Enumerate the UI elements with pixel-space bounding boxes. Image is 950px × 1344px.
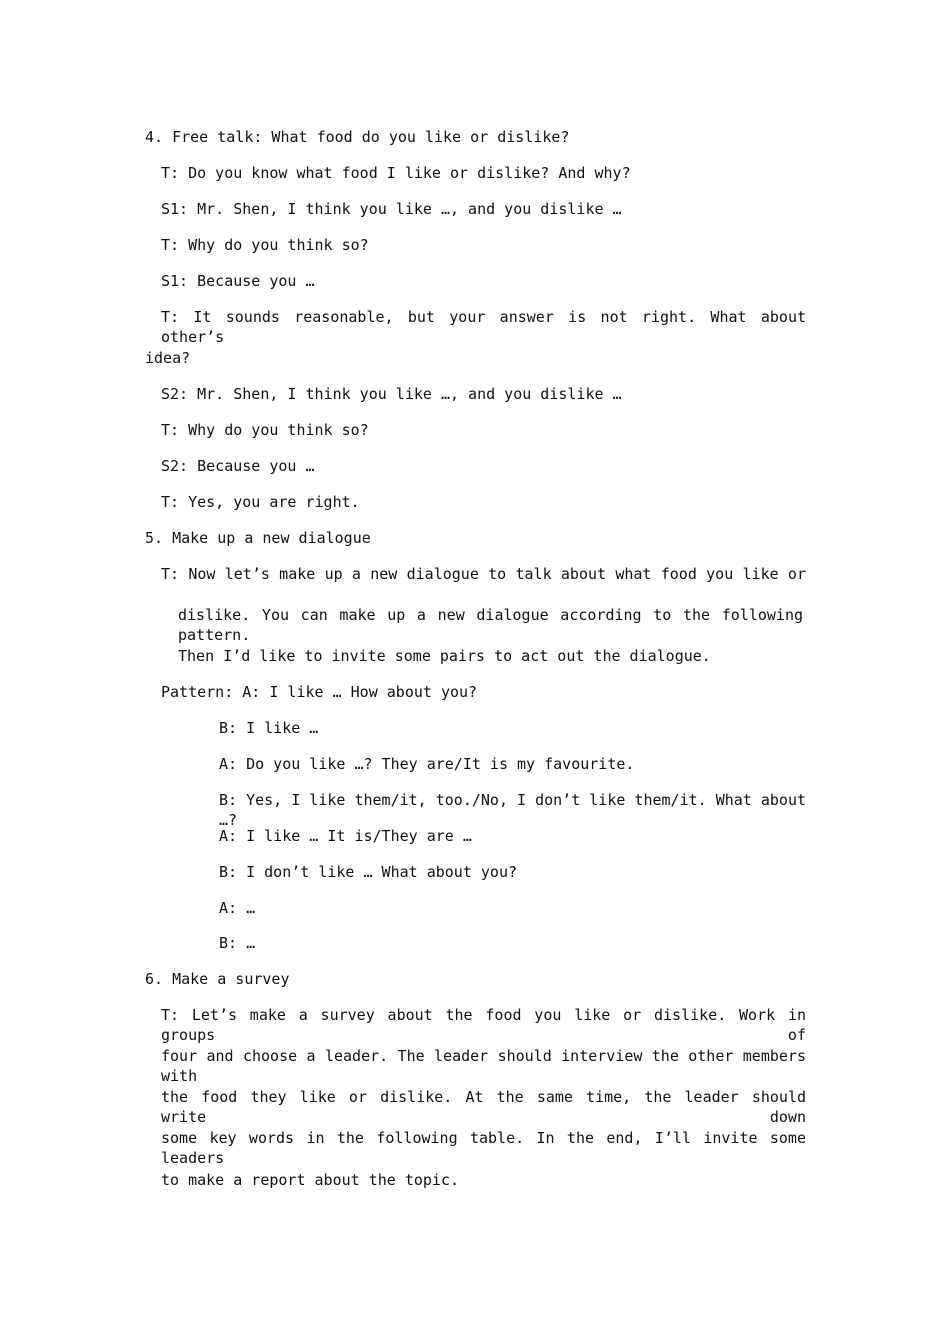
dialogue-line: T: Why do you think so?	[161, 421, 369, 439]
dialogue-line: T: Why do you think so?	[161, 236, 369, 254]
dialogue-line-continuation: dislike. You can make up a new dialogue according to the following pattern.	[178, 606, 803, 644]
dialogue-line: T: Now let’s make up a new dialogue to talk about what food you like or	[161, 565, 806, 583]
paragraph-line: T: Let’s make a survey about the food you like or dislike. Work in groups of	[161, 1006, 806, 1044]
pattern-line: B: I like …	[219, 719, 319, 737]
section-heading: 6. Make a survey	[145, 970, 290, 988]
paragraph-line: four and choose a leader. The leader should interview the other members with	[161, 1047, 806, 1085]
paragraph-line: to make a report about the topic.	[161, 1171, 460, 1189]
section-heading: 4. Free talk: What food do you like or dislike?	[145, 128, 570, 146]
dialogue-line: T: Do you know what food I like or dislike? And why?	[161, 164, 631, 182]
pattern-line: A: I like … It is/They are …	[219, 827, 472, 845]
dialogue-line: T: Yes, you are right.	[161, 493, 360, 511]
dialogue-line-continuation: Then I’d like to invite some pairs to act out the dialogue.	[178, 647, 711, 665]
pattern-line: A: Do you like …? They are/It is my favourite.	[219, 755, 635, 773]
pattern-line: Pattern: A: I like … How about you?	[161, 683, 478, 701]
paragraph-line: the food they like or dislike. At the same time, the leader should write down	[161, 1088, 806, 1126]
dialogue-line: S1: Mr. Shen, I think you like …, and you dislike …	[161, 200, 622, 218]
dialogue-line: S2: Because you …	[161, 457, 315, 475]
paragraph-line: some key words in the following table. In the end, I’ll invite some leaders	[161, 1129, 806, 1167]
dialogue-line-continuation: idea?	[145, 349, 191, 367]
pattern-line: B: Yes, I like them/it, too./No, I don’t like them/it. What about …?	[219, 791, 806, 829]
dialogue-line: S2: Mr. Shen, I think you like …, and you dislike …	[161, 385, 622, 403]
pattern-line: B: …	[219, 934, 256, 952]
dialogue-line: S1: Because you …	[161, 272, 315, 290]
pattern-line: B: I don’t like … What about you?	[219, 863, 518, 881]
pattern-line: A: …	[219, 899, 256, 917]
dialogue-line: T: It sounds reasonable, but your answer is not right. What about other’s	[161, 308, 806, 346]
section-heading: 5. Make up a new dialogue	[145, 529, 371, 547]
